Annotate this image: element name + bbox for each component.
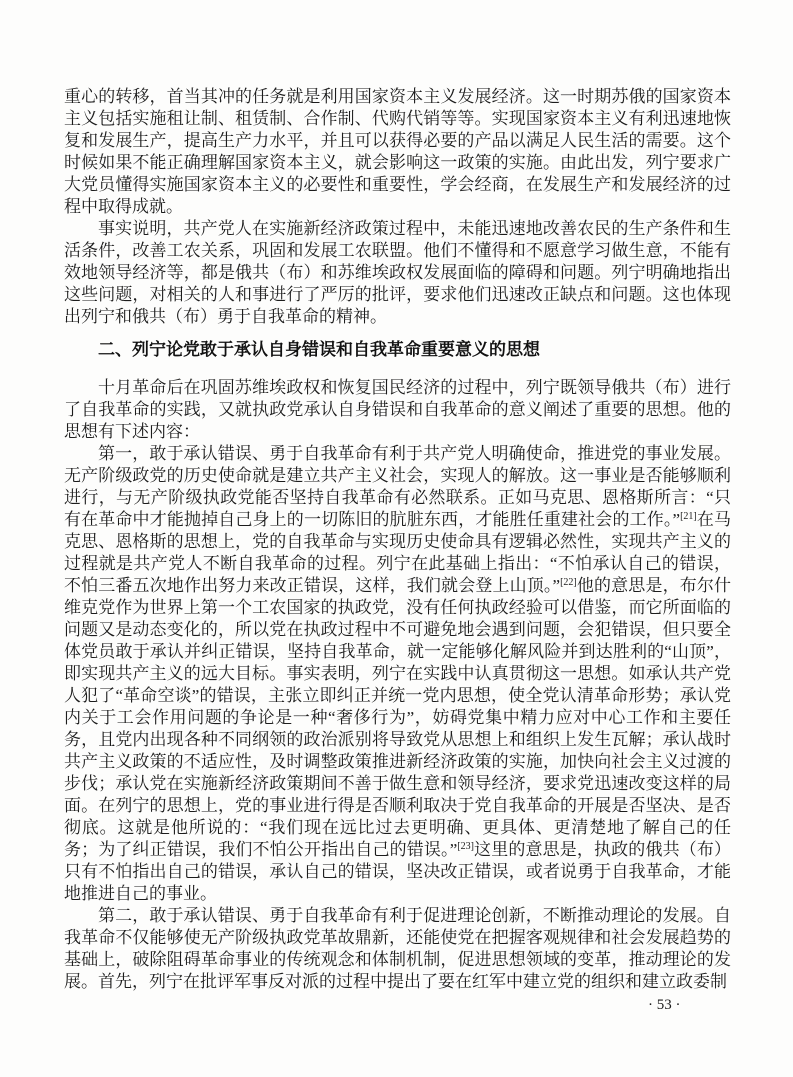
paragraph-second-point: 第二，敢于承认错误、勇于自我革命有利于促进理论创新，不断推动理论的发展。自我革命不仅能够使无产阶级执政党革故鼎新，还能使党在把握客观规律和社会发展趋势的基础上，破除阻碍革命事业的传统观念和体制机制，促进思想领域的变革，推动理论的发展。首先，列宁在批评军事反对派的过程中提出了要在红军中建立党的组织和建立政委制 bbox=[64, 906, 731, 991]
citation-ref: [21] bbox=[680, 511, 697, 522]
citation-ref: [23] bbox=[457, 841, 474, 852]
page-number: · 53 · bbox=[648, 997, 681, 1013]
section-heading: 二、列宁论党敢于承认自身错误和自我革命重要意义的思想 bbox=[98, 340, 540, 359]
paragraph-continuation: 重心的转移，首当其冲的任务就是利用国家资本主义发展经济。这一时期苏俄的国家资本主义包括实施租让制、租赁制、合作制、代购代销等等。实现国家资本主义有利迅速地恢复和发展生产，提高生产力水平，并且可以获得必要的产品以满足人民生活的需要。这个时候如果不能正确理解国家资本主义，就会影响这一政策的实施。由此出发，列宁要求广大党员懂得实施国家资本主义的必要性和重要性，学会经商，在发展生产和发展经济的过程中取得成就。 bbox=[64, 87, 731, 216]
article-body bbox=[64, 86, 731, 993]
paragraph-section-intro: 十月革命后在巩固苏维埃政权和恢复国民经济的过程中，列宁既领导俄共（布）进行了自我革命的实践，又就执政党承认自身错误和自我革命的意义阐述了重要的思想。他的思想有下述内容： bbox=[64, 378, 731, 441]
paragraph-facts-summary: 事实说明，共产党人在实施新经济政策过程中，未能迅速地改善农民的生产条件和生活条件，改善工农关系，巩固和发展工农联盟。他们不懂得和不愿意学习做生意，不能有效地领导经济等，都是俄共（布）和苏维埃政权发展面临的障碍和问题。列宁明确地指出这些问题，对相关的人和事进行了严厉的批评，要求他们迅速改正缺点和问题。这也体现出列宁和俄共（布）勇于自我革命的精神。 bbox=[64, 219, 731, 326]
citation-ref: [22] bbox=[560, 577, 577, 588]
paragraph-first-point: 第一，敢于承认错误、勇于自我革命有利于共产党人明确使命，推进党的事业发展。无产阶级政党的历史使命就是建立共产主义社会，实现人的解放。这一事业是否能够顺利进行，与无产阶级执政党能否坚持自我革命有必然联系。正如马克思、恩格斯所言：“只有在革命中才能抛掉自己身上的一切陈旧的肮脏东西，才能胜任重建社会的工作。”[21]在马克思、恩格斯的思想上，党的自我革命与实现历史使命具有逻辑必然性，实现共产主义的过程就是共产党人不断自我革命的过程。列宁在此基础上指出：“不怕承认自己的错误，不怕三番五次地作出努力来改正错误，这样，我们就会登上山顶。”[22]他的意思是，布尔什维克党作为世界上第一个工农国家的执政党，没有任何执政经验可以借鉴，而它所面临的问题又是动态变化的，所以党在执政过程中不可避免地会遇到问题，会犯错误，但只要全体党员敢于承认并纠正错误，坚持自我革命，就一定能够化解风险并到达胜利的“山顶”，即实现共产主义的远大目标。事实表明，列宁在实践中认真贯彻这一思想。如承认共产党人犯了“革命空谈”的错误，主张立即纠正并统一党内思想，使全党认清革命形势；承认党内关于工会作用问题的争论是一种“奢侈行为”，妨碍党集中精力应对中心工作和主要任务，且党内出现各种不同纲领的政治派别将导致党从思想上和组织上发生瓦解；承认战时共产主义政策的不适应性，及时调整政策推进新经济政策的实施，加快向社会主义过渡的步伐；承认党在实施新经济政策期间不善于做生意和领导经济，要求党迅速改变这样的局面。在列宁的思想上，党的事业进行得是否顺利取决于党自我革命的开展是否坚决、是否彻底。这就是他所说的：“我们现在远比过去更明确、更具体、更清楚地了解自己的任务；为了纠正错误，我们不怕公开指出自己的错误。”[23]这里的意思是，执政的俄共（布）只有不怕指出自己的错误，承认自己的错误，坚决改正错误，或者说勇于自我革命，才能地推进自己的事业。 bbox=[64, 444, 732, 903]
